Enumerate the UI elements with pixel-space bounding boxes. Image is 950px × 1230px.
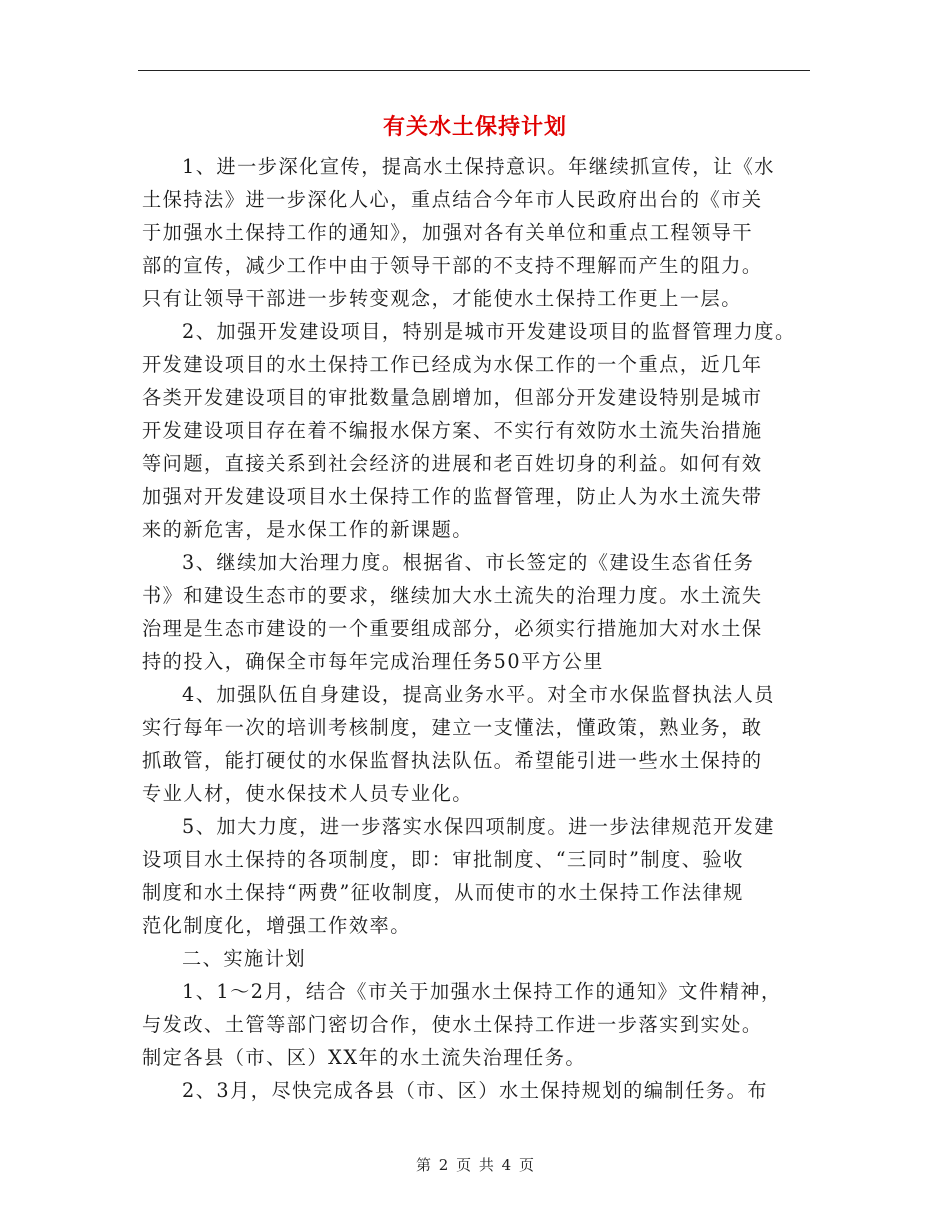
text-line: 范化制度化，增强工作效率。 [142,914,411,937]
text-line: 于加强水土保持工作的通知》，加强对各有关单位和重点工程领导干 [142,221,754,244]
text-line: 1、1～2月，结合《市关于加强水土保持工作的通知》文件精神， [182,980,782,1003]
text-line: 加强对开发建设项目水土保持工作的监督管理，防止人为水土流失带 [142,485,763,508]
text-line: 来的新危害，是水保工作的新课题。 [142,518,473,541]
text-line: 与发改、土管等部门密切合作，使水土保持工作进一步落实到实处。 [142,1013,763,1036]
text-line: 持的投入，确保全市每年完成治理任务50平方公里 [142,650,604,673]
text-line: 2、加强开发建设项目，特别是城市开发建设项目的监督管理力度。 [182,320,796,343]
text-line: 专业人材，使水保技术人员专业化。 [142,782,473,805]
text-line: 1、进一步深化宣传，提高水土保持意识。年继续抓宣传，让《水 [182,155,775,178]
text-line: 部的宣传，减少工作中由于领导干部的不支持不理解而产生的阻力。 [142,254,763,277]
text-line: 3、继续加大治理力度。根据省、市长签定的《建设生态省任务 [182,551,755,574]
header-rule [138,70,810,71]
text-line: 治理是生态市建设的一个重要组成部分，必须实行措施加大对水土保 [142,617,763,640]
text-line: 实行每年一次的培训考核制度，建立一支懂法，懂政策，熟业务，敢 [142,716,763,739]
text-line: 开发建设项目的水土保持工作已经成为水保工作的一个重点，近几年 [142,353,763,376]
text-line: 5、加大力度，进一步落实水保四项制度。进一步法律规范开发建 [182,815,775,838]
text-line: 开发建设项目存在着不编报水保方案、不实行有效防水土流失治措施 [142,419,763,442]
text-line: 制定各县（市、区）XX年的水土流失治理任务。 [142,1046,587,1069]
page-number: 第 2 页 共 4 页 [416,1156,534,1174]
text-line: 只有让领导干部进一步转变观念，才能使水土保持工作更上一层。 [142,287,742,310]
text-line: 土保持法》进一步深化人心，重点结合今年市人民政府出台的《市关 [142,188,763,211]
text-line: 二、实施计划 [182,947,307,970]
text-line: 制度和水土保持“两费”征收制度，从而使市的水土保持工作法律规 [142,881,744,904]
text-line: 2、3月，尽快完成各县（市、区）水土保持规划的编制任务。布 [182,1079,768,1102]
document-title: 有关水土保持计划 [382,114,567,140]
text-line: 各类开发建设项目的审批数量急剧增加，但部分开发建设特别是城市 [142,386,763,409]
text-line: 等问题，直接关系到社会经济的进展和老百姓切身的利益。如何有效 [142,452,763,475]
text-line: 设项目水土保持的各项制度，即：审批制度、“三同时”制度、验收 [142,848,744,871]
text-line: 抓敢管，能打硬仗的水保监督执法队伍。希望能引进一些水土保持的 [142,749,763,772]
text-line: 书》和建设生态市的要求，继续加大水土流失的治理力度。水土流失 [142,584,763,607]
text-line: 4、加强队伍自身建设，提高业务水平。对全市水保监督执法人员 [182,683,775,706]
